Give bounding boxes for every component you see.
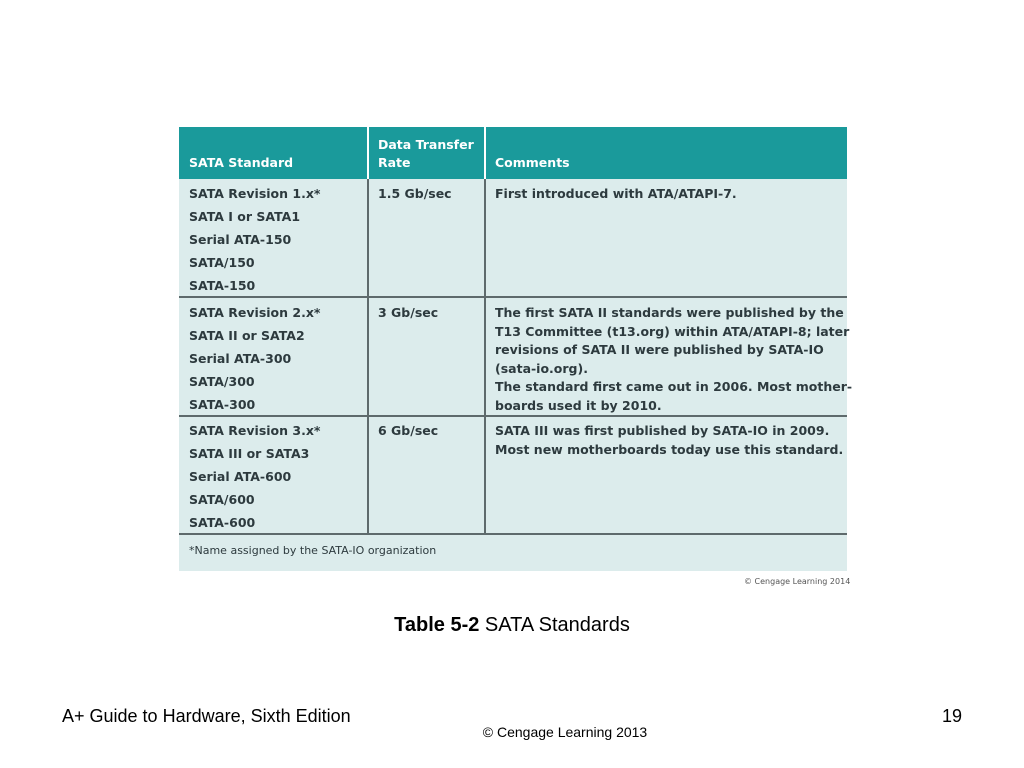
- comment-line: The standard first came out in 2006. Most mother-: [495, 379, 853, 394]
- comment-line: First introduced with ATA/ATAPI-7.: [495, 186, 737, 201]
- standard-name: SATA-150: [189, 278, 256, 293]
- standard-name: SATA/300: [189, 374, 255, 389]
- footer-book-title: A+ Guide to Hardware, Sixth Edition: [62, 706, 351, 726]
- header-data-transfer-rate: [378, 136, 474, 172]
- standard-name: SATA/600: [189, 492, 255, 507]
- standard-name: SATA-300: [189, 397, 256, 412]
- standard-name: Serial ATA-600: [189, 469, 292, 484]
- table-caption: [0, 614, 1024, 637]
- comment-line: revisions of SATA II were published by SATA-IO: [495, 342, 824, 357]
- table-row-2-rate: 3 Gb/sec: [378, 305, 439, 320]
- table-header: [179, 127, 847, 179]
- column-divider: [484, 179, 486, 534]
- image-credit: © Cengage Learning 2014: [744, 577, 851, 586]
- standard-name: SATA I or SATA1: [189, 209, 301, 224]
- header-divider: [484, 127, 486, 179]
- standard-name: SATA Revision 2.x*: [189, 305, 321, 320]
- caption-text: SATA Standards: [479, 614, 630, 636]
- standard-name: Serial ATA-150: [189, 232, 292, 247]
- page-number: 19: [941, 706, 962, 726]
- header-sata-standard: SATA Standard: [189, 155, 294, 170]
- table-row-2-comments: [495, 304, 852, 415]
- table-row-3-comments: [495, 422, 843, 459]
- table-row-1-rate: 1.5 Gb/sec: [378, 186, 452, 201]
- table-row-1-standard: [189, 182, 320, 297]
- standard-name: SATA/150: [189, 255, 255, 270]
- table-footnote: *Name assigned by the SATA-IO organization: [189, 544, 437, 557]
- comment-line: The first SATA II standards were published by the: [495, 305, 844, 320]
- comment-line: T13 Committee (t13.org) within ATA/ATAPI-8; later: [495, 323, 850, 339]
- row-divider: [179, 296, 847, 298]
- header-rate-line1: Data Transfer: [378, 137, 474, 152]
- standard-name: SATA II or SATA2: [189, 328, 305, 343]
- standard-name: SATA Revision 3.x*: [189, 423, 321, 438]
- row-divider: [179, 533, 847, 535]
- caption-label: Table 5-2: [394, 614, 480, 636]
- table-row-2-standard: [189, 301, 320, 416]
- footer-copyright: © Cengage Learning 2013: [482, 724, 648, 740]
- column-divider: [367, 179, 369, 534]
- header-divider: [367, 127, 369, 179]
- header-comments: Comments: [495, 155, 570, 170]
- row-divider: [179, 415, 847, 417]
- comment-line: SATA III was first published by SATA-IO in 2009.: [495, 423, 830, 438]
- table-row-1-comments: [495, 185, 737, 204]
- standard-name: SATA Revision 1.x*: [189, 186, 321, 201]
- sata-standards-table: [179, 127, 853, 571]
- comment-line: Most new motherboards today use this standard.: [495, 441, 844, 457]
- comment-line: (sata-io.org).: [495, 360, 588, 376]
- table-row-3-standard: [189, 419, 320, 534]
- standard-name: Serial ATA-300: [189, 351, 292, 366]
- table-row-3-rate: 6 Gb/sec: [378, 423, 439, 438]
- standard-name: SATA III or SATA3: [189, 446, 310, 461]
- standard-name: SATA-600: [189, 515, 256, 530]
- header-rate-line2: Rate: [378, 155, 411, 170]
- comment-line: boards used it by 2010.: [495, 397, 662, 413]
